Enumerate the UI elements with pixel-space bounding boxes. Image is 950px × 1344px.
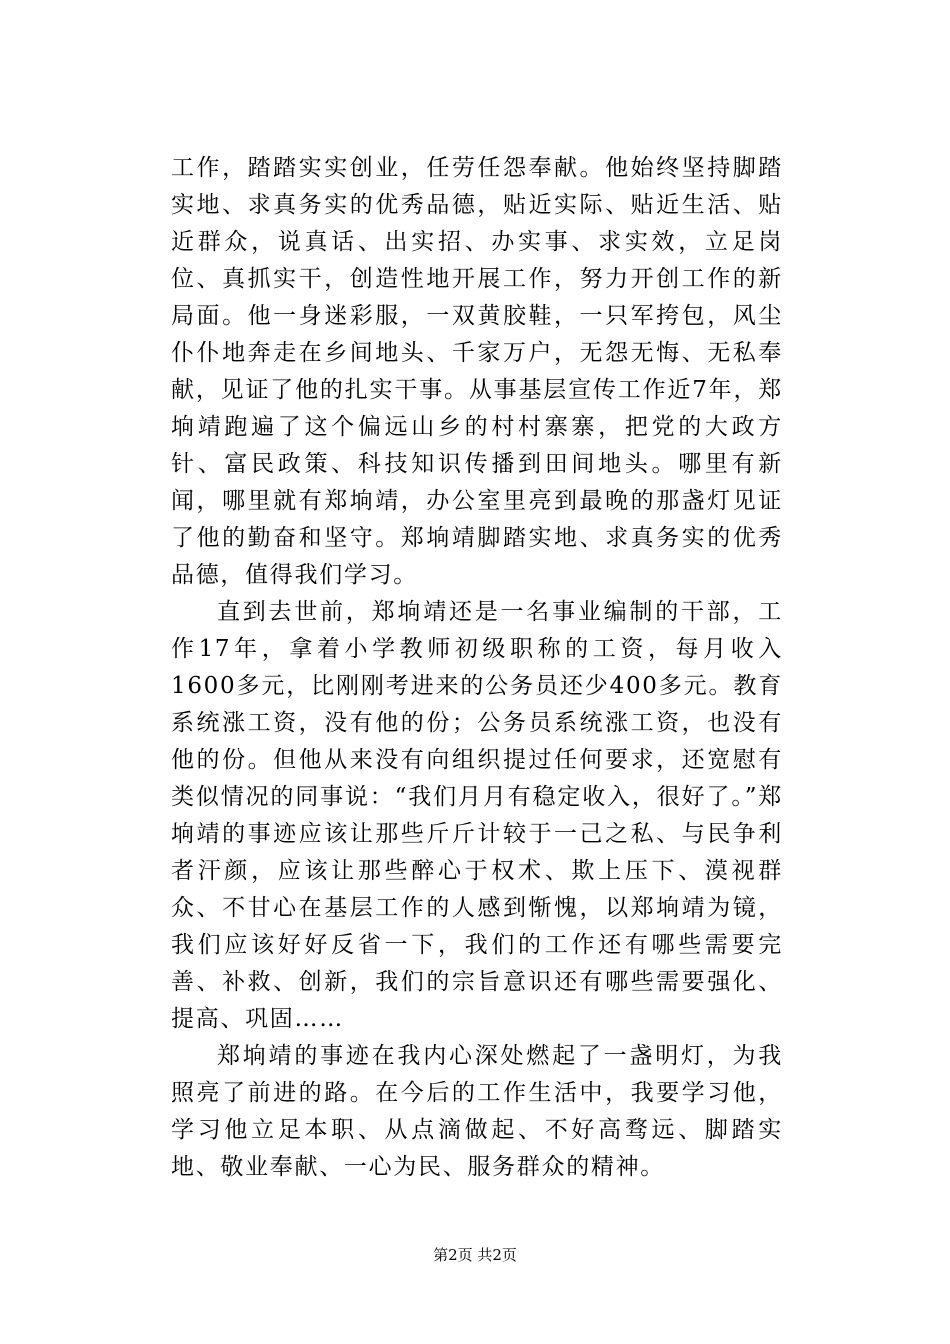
document-body	[171, 150, 783, 1186]
paragraph-salary: 直到去世前，郑垧靖还是一名事业编制的干部，工作17年，拿着小学教师初级职称的工资，每月收入1600多元，比刚刚考进来的公务员还少400多元。教育系统涨工资，没有他的份；公务员系统涨工资，也没有他的份。但他从来没有向组织提过任何要求，还宽慰有类似情况的同事说：“我们月月有稳定收入，很好了。”郑垧靖的事迹应该让那些斤斤计较于一己之私、与民争利者汗颜，应该让那些醉心于权术、欺上压下、漠视群众、不甘心在基层工作的人感到惭愧，以郑垧靖为镜，我们应该好好反省一下，我们的工作还有哪些需要完善、补救、创新，我们的宗旨意识还有哪些需要强化、提高、巩固……	[171, 599, 783, 1032]
page-number-footer: 第2页 共2页	[433, 1246, 517, 1264]
paragraph-continued: 工作，踏踏实实创业，任劳任怨奉献。他始终坚持脚踏实地、求真务实的优秀品德，贴近实际、贴近生活、贴近群众，说真话、出实招、办实事、求实效，立足岗位、真抓实干，创造性地开展工作，努力开创工作的新局面。他一身迷彩服，一双黄胶鞋，一只军挎包，风尘仆仆地奔走在乡间地头、千家万户，无怨无悔、无私奉献，见证了他的扎实干事。从事基层宣传工作近7年，郑垧靖跑遍了这个偏远山乡的村村寨寨，把党的大政方针、富民政策、科技知识传播到田间地头。哪里有新闻，哪里就有郑垧靖，办公室里亮到最晚的那盏灯见证了他的勤奋和坚守。郑垧靖脚踏实地、求真务实的优秀品德，值得我们学习。	[171, 155, 783, 588]
paragraph-conclusion: 郑垧靖的事迹在我内心深处燃起了一盏明灯，为我照亮了前进的路。在今后的工作生活中，我要学习他，学习他立足本职、从点滴做起、不好高骛远、脚踏实地、敬业奉献、一心为民、服务群众的精神。	[171, 1043, 783, 1180]
